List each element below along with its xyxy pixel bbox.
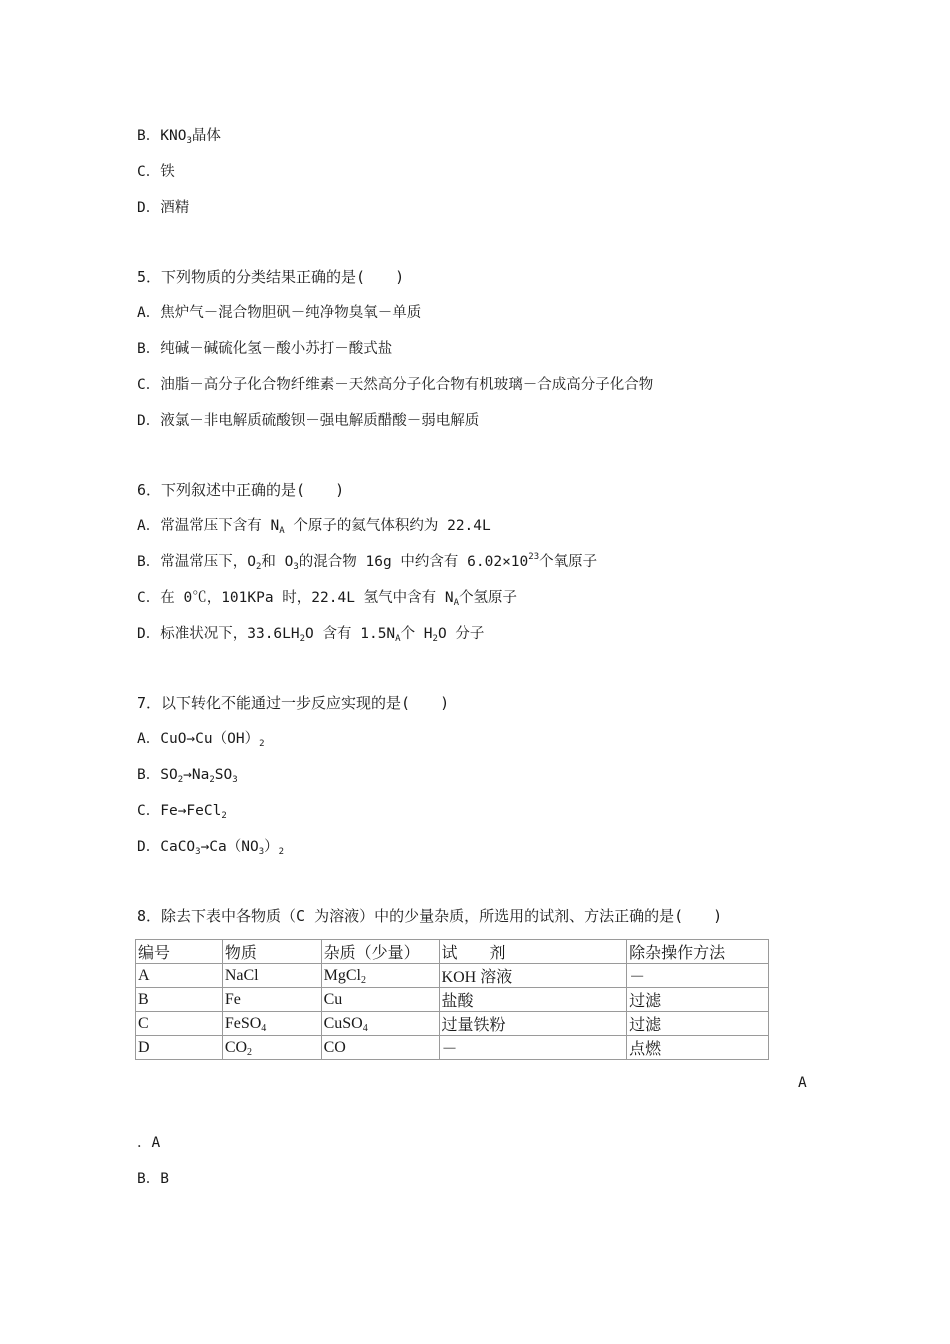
q8-option-a: ．A (137, 1135, 161, 1151)
table-cell-substance: Fe (222, 988, 321, 1012)
table-header: 除杂操作方法 (627, 940, 769, 964)
option-prev-d: D．酒精 (137, 200, 190, 216)
q5-option-b: B．纯碱－碱硫化氢－酸小苏打－酸式盐 (137, 341, 393, 357)
table-cell-reagent: 盐酸 (439, 988, 627, 1012)
table-header: 物质 (222, 940, 321, 964)
table-row (136, 964, 769, 988)
table-cell-impurity: CuSO$_4$ (321, 1012, 439, 1036)
q5-option-a: A．焦炉气－混合物胆矾－纯净物臭氧－单质 (137, 305, 422, 321)
table-header-row (136, 940, 769, 964)
table-cell-substance: NaCl (222, 964, 321, 988)
table-cell-id: A (136, 964, 223, 988)
table-cell-method: 过滤 (627, 1012, 769, 1036)
table-cell-method: 点燃 (627, 1036, 769, 1060)
table-cell-impurity: Cu (321, 988, 439, 1012)
q7-option-a: A．$CuO\to Cu(OH)_2$ (137, 731, 265, 749)
q5-option-c: C．油脂－高分子化合物纤维素－天然高分子化合物有机玻璃－合成高分子化合物 (137, 377, 654, 393)
impurity-table (135, 939, 769, 1060)
q8-stem: 8．除去下表中各物质（C 为溶液）中的少量杂质，所选用的试剂、方法正确的是( ) (137, 907, 723, 925)
q5-option-d: D．液氯－非电解质硫酸钡－强电解质醋酸－弱电解质 (137, 413, 480, 429)
q7-stem: 7．以下转化不能通过一步反应实现的是( ) (137, 694, 450, 712)
table-cell-reagent: KOH 溶液 (439, 964, 627, 988)
table-row (136, 1012, 769, 1036)
table-cell-reagent: － (439, 1036, 627, 1060)
stray-option-label-a: A (798, 1075, 807, 1091)
table-cell-reagent: 过量铁粉 (439, 1012, 627, 1036)
option-prev-b: B．$KNO_3$晶体 (137, 128, 221, 146)
q7-option-c: C．Fe→FeCl$_2$ (137, 803, 227, 821)
table-row (136, 1036, 769, 1060)
table-row (136, 988, 769, 1012)
table-header: 编号 (136, 940, 223, 964)
table-cell-id: C (136, 1012, 223, 1036)
table-cell-method: － (627, 964, 769, 988)
table-cell-method: 过滤 (627, 988, 769, 1012)
q6-stem: 6．下列叙述中正确的是( ) (137, 481, 345, 499)
q6-option-c: C．在 0℃，101KPa 时，22.4L 氢气中含有 $N_A$个氢原子 (137, 590, 518, 608)
table-cell-impurity: CO (321, 1036, 439, 1060)
q7-option-b: B．$SO_2\to Na_2SO_3$ (137, 767, 238, 785)
table-cell-impurity: MgCl$_2$ (321, 964, 439, 988)
table-cell-substance: FeSO$_4$ (222, 1012, 321, 1036)
q6-option-d: D．标准状况下，$33.6LH_2O$ 含有 $1.5N_A$个 $H_2O$ 分子 (137, 626, 485, 644)
q5-stem: 5．下列物质的分类结果正确的是( ) (137, 268, 405, 286)
table-header: 杂质（少量） (321, 940, 439, 964)
table-cell-substance: $CO_2$ (222, 1036, 321, 1060)
q6-option-b: B．常温常压下，$O_2$和 $O_3$的混合物 16g 中约含有 $6.02\times 10^{23}$个氧原子 (137, 552, 598, 572)
option-prev-c: C．铁 (137, 164, 175, 180)
table-cell-id: B (136, 988, 223, 1012)
table-header: 试 剂 (439, 940, 627, 964)
q7-option-d: D．$CaCO_3\to Ca(NO_3)_2$ (137, 839, 285, 857)
q6-option-a: A．常温常压下含有 $N_A$ 个原子的氦气体积约为 22.4L (137, 518, 491, 536)
q8-option-b: B．B (137, 1171, 169, 1187)
table-cell-id: D (136, 1036, 223, 1060)
